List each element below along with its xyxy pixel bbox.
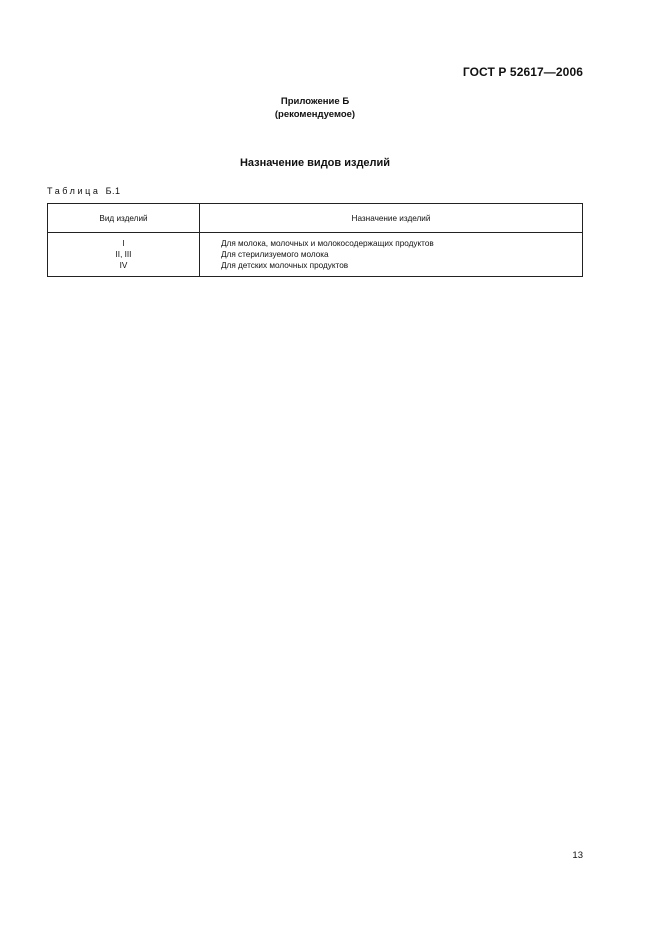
purpose-cell [200,233,583,277]
table-caption [47,186,121,196]
table-caption-number: Б.1 [105,186,121,196]
document-code: ГОСТ Р 52617—2006 [462,65,583,79]
appendix-heading [0,95,630,121]
table-caption-label: Таблица [47,186,101,196]
page-number: 13 [572,850,583,861]
appendix-title: Приложение Б [280,96,350,107]
purpose-value: Для молока, молочных и молокосодержащих продуктов [221,239,434,248]
type-value: II, III [115,250,132,260]
table-header-row [48,204,583,233]
purpose-value: Для стерилизуемого молока [221,250,329,260]
column-header-purpose: Назначение изделий [200,204,583,233]
type-value: IV [119,261,128,271]
product-types-table [47,203,583,277]
type-cell [48,233,200,277]
column-header-type: Вид изделий [48,204,200,233]
appendix-status: (рекомендуемое) [274,109,356,120]
type-value: I [122,239,125,248]
section-title: Назначение видов изделий [239,157,391,169]
purpose-value: Для детских молочных продуктов [221,261,349,271]
table-row [48,233,583,277]
